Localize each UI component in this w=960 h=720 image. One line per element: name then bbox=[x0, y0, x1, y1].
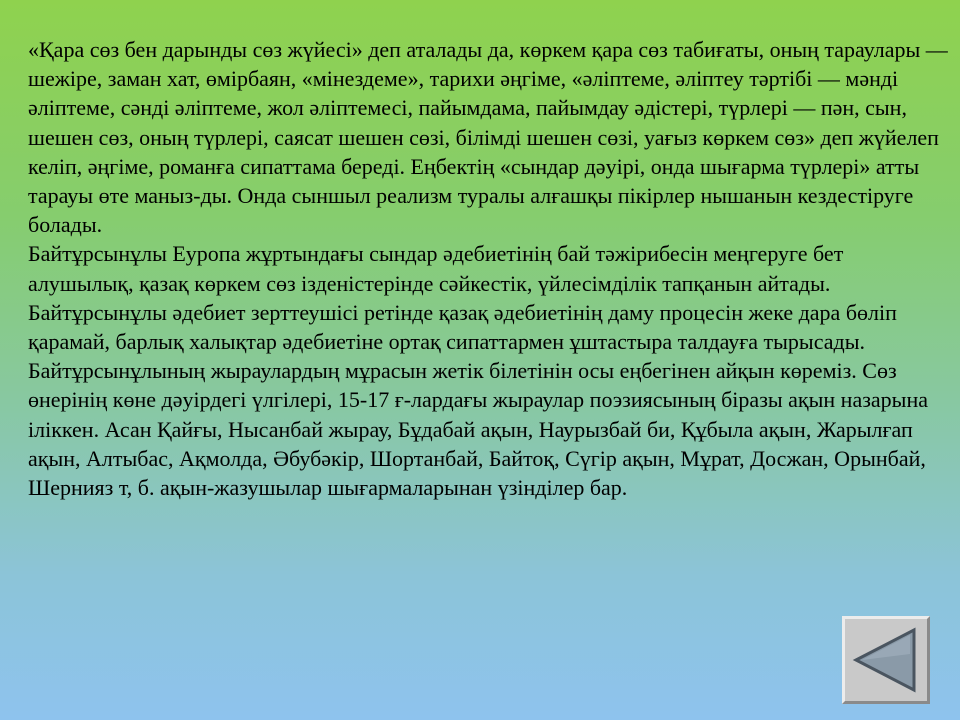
paragraph-1: «Қара сөз бен дарынды сөз жүйесі» деп аталады да, көркем қара сөз табиғаты, оның тараулары — шежіре, заман хат, өмірбаян, «мінездеме», тарихи әңгіме, «әліптеме, әліптеу тәртібі — мәнді әліптеме, сәнді әліптеме, жол әліптемесі, пайымдама, пайымдау әдістері, түрлері — пән, сын, шешен сөз, оның түрлері, саясат шешен сөзі, білімді шешен сөзі, уағыз көркем сөз» деп жүйелеп келіп, әңгіме, романға сипаттама береді. Еңбектің «сындар дәуірі, онда шығарма түрлері» атты тарауы өте маныз-ды. Онда сыншыл реализм туралы алғашқы пікірлер нышанын кездестіруге болады. bbox=[28, 37, 948, 238]
paragraph-3: Байтұрсынұлының жыраулардың мұрасын жетік білетінін осы еңбегінен айқын көреміз. Сөз өнерінің көне дәуірдегі үлгілері, 15-17 ғ-лардағы жыраулар поэзиясының біразы ақын назарына іліккен. Асан Қайғы, Нысанбай жырау, Бұдабай ақын, Наурызбай би, Құбыла ақын, Жарылғап ақын, Алтыбас, Ақмолда, Әбубәкір, Шортанбай, Байтоқ, Сүгір ақын, Мұрат, Досжан, Орынбай, Шернияз т, б. ақын-жазушылар шығармаларынан үзінділер бар. bbox=[28, 358, 928, 501]
slide-body-text bbox=[28, 35, 948, 502]
triangle-left-icon bbox=[850, 624, 922, 696]
back-button[interactable] bbox=[842, 616, 930, 704]
paragraph-2: Байтұрсынұлы Еуропа жұртындағы сындар әдебиетінің бай тәжірибесін меңгеруге бет алушылық, қазақ көркем сөз ізденістерінде сәйкестік, үйлесімділік тапқанын айтады. Байтұрсынұлы әдебиет зерттеушісі ретінде қазақ әдебиетінің даму процесін жеке дара бөліп қарамай, барлық халықтар әдебиетіне ортақ сипаттармен ұштастыра талдауға тырысады. bbox=[28, 241, 897, 355]
